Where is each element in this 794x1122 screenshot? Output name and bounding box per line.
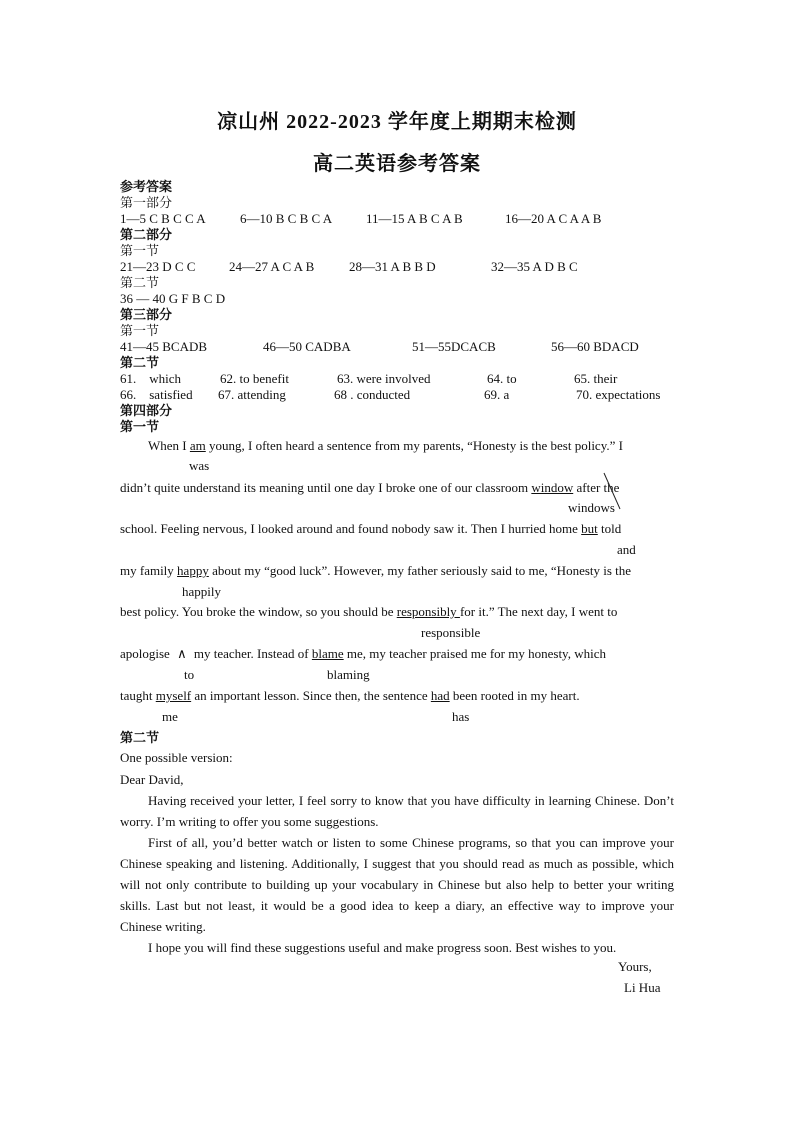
letter-paragraph: First of all, you’d better watch or listen to some Chinese programs, so that you can improve your Chinese speaking and listening. Additionally, I suggest that you should read as much as possible, which will not only contribute to building up your vocabulary in Chinese but also help to better your writing skills. Last but not least, it would be a good idea to keep a diary, an effective way to improve your Chinese writing.: [120, 835, 674, 934]
error-word: happy: [177, 563, 209, 578]
answer-group: 16—20 A C A A B: [505, 211, 602, 226]
answer-group: 36 — 40 G F B C D: [120, 291, 226, 306]
answer-group: 41—45 BCADB: [120, 339, 208, 354]
letter-body: [120, 790, 674, 958]
answer-item: 68 . conducted: [334, 387, 411, 402]
correction-word: and: [617, 542, 636, 557]
answer-group: 21—23 D C C: [120, 259, 196, 274]
answer-item: 65. their: [574, 371, 618, 386]
answer-item: 63. were involved: [337, 371, 431, 386]
part1-heading: 第一部分: [120, 195, 173, 210]
answer-group: 51—55DCACB: [412, 339, 496, 354]
answer-item: 64. to: [487, 371, 517, 386]
correction-word: has: [452, 709, 470, 724]
answer-item: 67. attending: [218, 387, 286, 402]
letter-greeting: Dear David,: [120, 772, 184, 787]
section-heading: 第一节: [120, 243, 160, 258]
part3-heading: 第三部分: [120, 307, 173, 322]
section-heading: 第一节: [120, 419, 160, 434]
error-word: window: [531, 480, 574, 495]
part2-heading: 第二部分: [120, 227, 173, 242]
answer-item: 62. to benefit: [220, 371, 289, 386]
letter-paragraph: I hope you will find these suggestions useful and make progress soon. Best wishes to you.: [148, 940, 617, 955]
error-word: myself: [155, 688, 192, 703]
correction-line: apologise ∧ my teacher. Instead of blame me, my teacher praised me for my honesty, which: [120, 646, 606, 661]
answer-group: 6—10 B C B C A: [240, 211, 333, 226]
answer-group: 32—35 A D B C: [491, 259, 578, 274]
section-heading: 第二节: [120, 355, 160, 370]
correction-word: happily: [182, 584, 221, 599]
answer-item: 66. satisfied: [120, 387, 193, 402]
page-subtitle: 高二英语参考答案: [313, 153, 481, 175]
correction-word: was: [189, 458, 210, 473]
error-word: but: [581, 521, 598, 536]
answer-group: 1—5 C B C C A: [120, 211, 206, 226]
letter-closing: Yours,: [618, 959, 652, 974]
answer-item: 70. expectations: [576, 387, 661, 402]
correction-line: When I am young, I often heard a sentence from my parents, “Honesty is the best policy.” I: [148, 438, 623, 453]
part4-heading: 第四部分: [120, 403, 173, 418]
section-heading: 第二节: [120, 730, 160, 745]
section-heading: 第二节: [120, 275, 160, 290]
answer-group: 24—27 A C A B: [229, 259, 315, 274]
answer-group: 28—31 A B B D: [349, 259, 436, 274]
answer-item: 69. a: [484, 387, 510, 402]
answer-group: 11—15 A B C A B: [366, 211, 463, 226]
error-word: responsibly: [396, 604, 460, 619]
error-word: had: [430, 688, 450, 703]
page-title: 凉山州 2022-2023 学年度上期期末检测: [217, 111, 577, 133]
letter-paragraph: Having received your letter, I feel sorry to know that you have difficulty in learning Chinese. Don’t worry. I’m writing to offer you some suggestions.: [120, 793, 674, 829]
correction-line: best policy. You broke the window, so you should be responsibly for it.” The next day, I went to: [120, 604, 618, 619]
deleted-word: the: [604, 480, 620, 495]
letter-signature: Li Hua: [624, 980, 661, 995]
correction-line: my family happy about my “good luck”. However, my father seriously said to me, “Honesty is the: [120, 563, 632, 578]
version-intro: One possible version:: [120, 750, 233, 765]
answer-group: 46—50 CADBA: [263, 339, 351, 354]
correction-word: responsible: [421, 625, 481, 640]
correction-line: taught myself an important lesson. Since then, the sentence had been rooted in my heart.: [120, 688, 580, 703]
answer-item: 61. which: [120, 371, 182, 386]
correction-word: blaming: [327, 667, 370, 682]
correction-line: didn’t quite understand its meaning until one day I broke one of our classroom window after the: [120, 480, 619, 496]
reference-answers-heading: 参考答案: [120, 179, 173, 194]
correction-word: windows: [568, 500, 615, 515]
correction-line: school. Feeling nervous, I looked around and found nobody saw it. Then I hurried home but told: [120, 521, 622, 536]
section-heading: 第一节: [120, 323, 160, 338]
correction-word: to: [184, 667, 195, 682]
error-word: am: [189, 438, 206, 453]
error-word: blame: [311, 646, 344, 661]
correction-word: me: [162, 709, 178, 724]
insertion-caret-icon: ∧: [177, 646, 187, 661]
answer-group: 56—60 BDACD: [551, 339, 639, 354]
